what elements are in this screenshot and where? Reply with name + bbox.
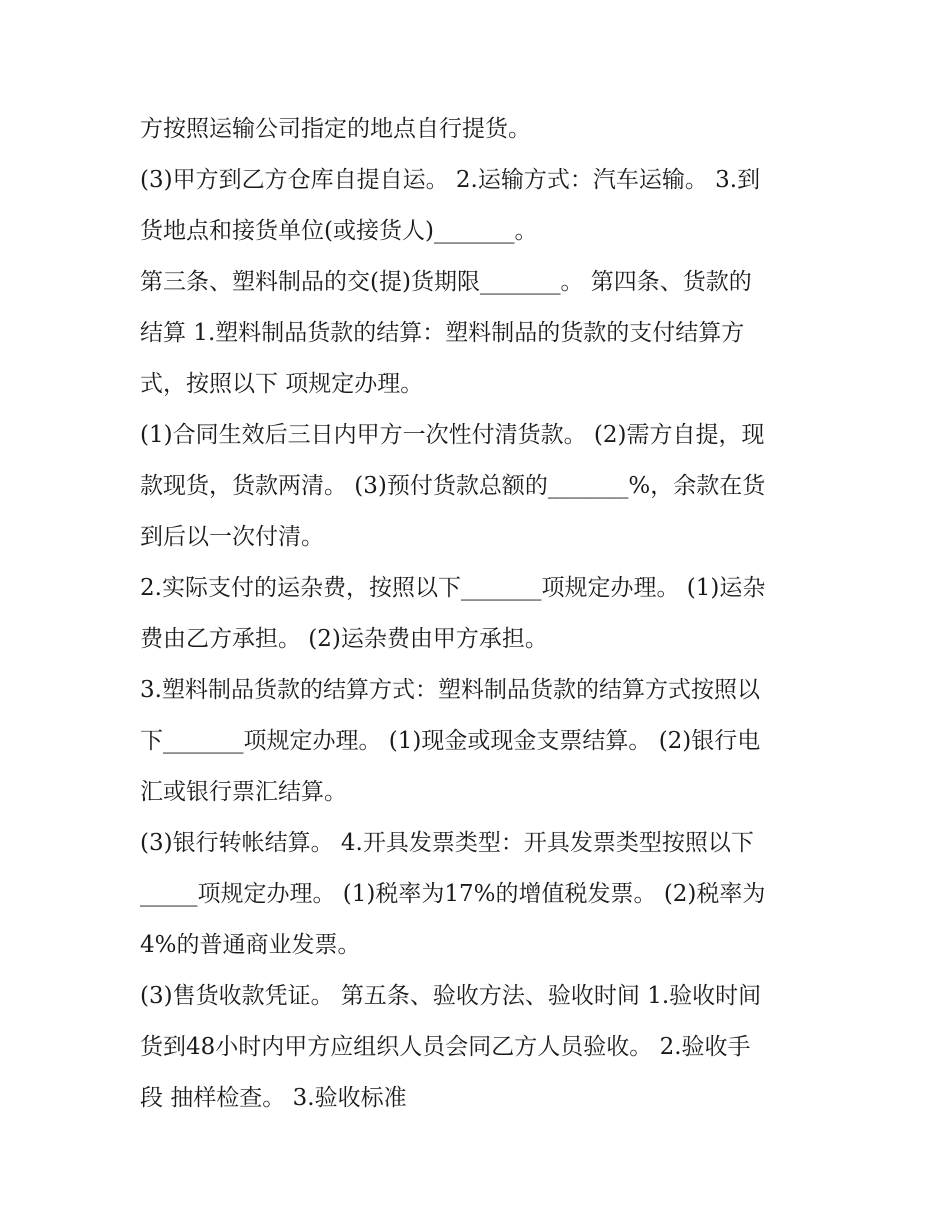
text-line: 款现货，货款两清。 (3)预付货款总额的_______%，余款在货 (140, 473, 766, 499)
text-line: 段 抽样检查。 3.验收标准 (140, 1085, 407, 1111)
text-line: 结算 1.塑料制品货款的结算：塑料制品的货款的支付结算方 (140, 320, 745, 346)
text-line: 货地点和接货单位(或接货人)_______。 (140, 218, 538, 244)
text-line: 汇或银行票汇结算。 (140, 779, 347, 805)
text-line: 第三条、塑料制品的交(提)货期限_______。 第四条、货款的 (140, 269, 752, 295)
text-line: 2.实际支付的运杂费，按照以下_______项规定办理。 (1)运杂 (140, 575, 766, 601)
text-line: (1)合同生效后三日内甲方一次性付清货款。 (2)需方自提，现 (140, 422, 765, 448)
text-line: 费由乙方承担。 (2)运杂费由甲方承担。 (140, 626, 548, 652)
text-line: 式，按照以下 项规定办理。 (140, 371, 424, 397)
text-line: 货到48小时内甲方应组织人员会同乙方人员验收。 2.验收手 (140, 1034, 751, 1060)
text-line: (3)银行转帐结算。 4.开具发票类型：开具发票类型按照以下 (140, 830, 754, 856)
text-line: 3.塑料制品货款的结算方式：塑料制品货款的结算方式按照以 (140, 677, 760, 703)
text-line: 到后以一次付清。 (140, 524, 324, 550)
document-body (140, 104, 810, 1124)
text-line: (3)甲方到乙方仓库自提自运。 2.运输方式：汽车运输。 3.到 (140, 167, 761, 193)
text-line: 下_______项规定办理。 (1)现金或现金支票结算。 (2)银行电 (140, 728, 761, 754)
text-line: 方按照运输公司指定的地点自行提货。 (140, 116, 531, 142)
text-line: (3)售货收款凭证。 第五条、验收方法、验收时间 1.验收时间 (140, 983, 762, 1009)
text-line: _____项规定办理。 (1)税率为17%的增值税发票。 (2)税率为 (140, 881, 766, 907)
text-line: 4%的普通商业发票。 (140, 932, 361, 958)
